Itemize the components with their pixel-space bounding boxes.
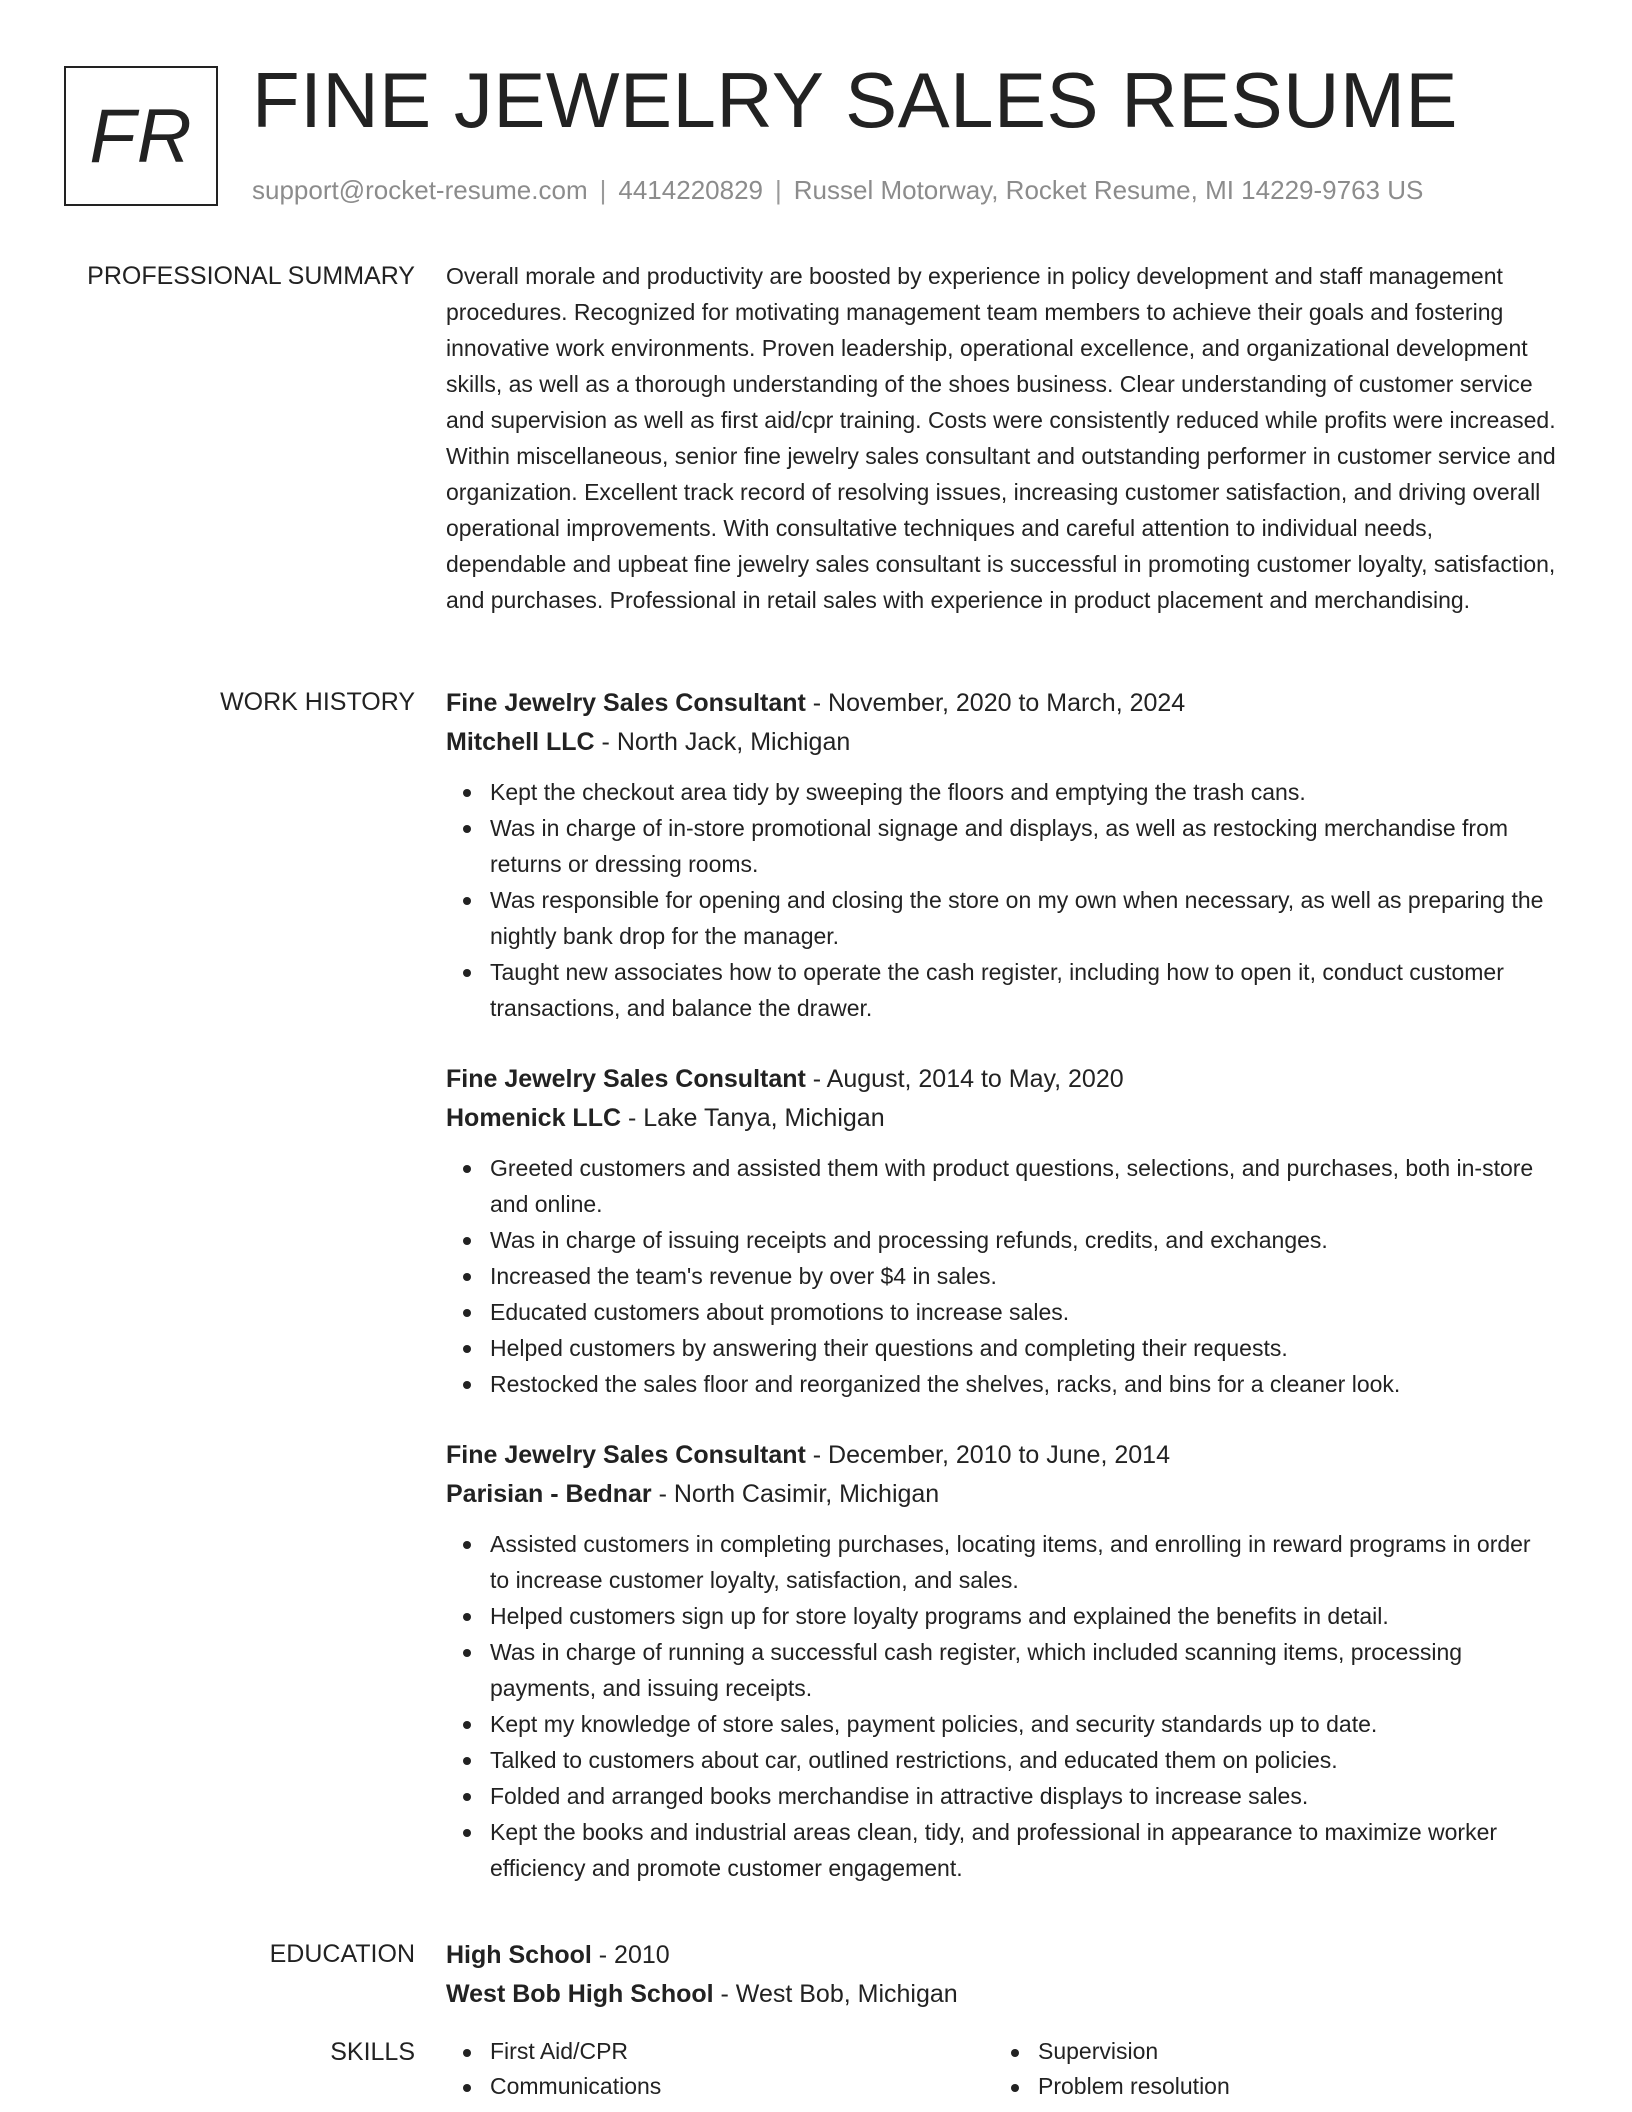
job-entry: [446, 1060, 1556, 1402]
job-bullet: Talked to customers about car, outlined restrictions, and educated them on policies.: [490, 1742, 1556, 1778]
job-company-line: [446, 723, 1556, 762]
job-title-line: [446, 684, 1556, 723]
job-title: Fine Jewelry Sales Consultant: [446, 1065, 806, 1093]
job-title: Fine Jewelry Sales Consultant: [446, 689, 806, 717]
contact-address: Russel Motorway, Rocket Resume, MI 14229-9763 US: [793, 175, 1424, 205]
job-bullet: Was in charge of running a successful cash register, which included scanning items, processing payments, and issuing receipts.: [490, 1634, 1556, 1706]
education-school: West Bob High School: [446, 1980, 714, 2008]
skill-item: Problem resolution: [1038, 2069, 1586, 2104]
contact-separator: |: [775, 175, 782, 205]
job-bullet: Restocked the sales floor and reorganized the shelves, racks, and bins for a cleaner look.: [490, 1366, 1556, 1402]
skill-item: First Aid/CPR: [490, 2034, 1038, 2069]
job-bullet-list: [446, 1150, 1556, 1402]
job-dates: - August, 2014 to May, 2020: [805, 1065, 1124, 1093]
job-dates: - December, 2010 to June, 2014: [805, 1441, 1170, 1469]
section-heading-summary: PROFESSIONAL SUMMARY: [87, 262, 415, 290]
summary-text: Overall morale and productivity are boosted by experience in policy development and staff management procedures. Recognized for motivating management team members to achieve their goals and fostering innovative work environments. Proven leadership, operational excellence, and organizational development skills, as well as a thorough understanding of the shoes business. Clear understanding of customer service and supervision as well as first aid/cpr training. Costs were consistently reduced while profits were increased. Within miscellaneous, senior fine jewelry sales consultant and outstanding performer in customer service and organization. Excellent track record of resolving issues, increasing customer satisfaction, and driving overall operational improvements. With consultative techniques and careful attention to individual needs, dependable and upbeat fine jewelry sales consultant is successful in promoting customer loyalty, satisfaction, and purchases. Professional in retail sales with experience in product placement and merchandising.: [446, 263, 1556, 613]
job-company: Homenick LLC: [446, 1104, 622, 1132]
job-company-line: [446, 1475, 1556, 1514]
education-degree-line: [446, 1936, 1556, 1975]
job-bullet: Helped customers sign up for store loyalty programs and explained the benefits in detail.: [490, 1598, 1556, 1634]
job-bullet: Was in charge of in-store promotional signage and displays, as well as restocking merchandise from returns or dressing rooms.: [490, 810, 1556, 882]
job-bullet: Educated customers about promotions to increase sales.: [490, 1294, 1556, 1330]
skill-item: Communications: [490, 2069, 1038, 2104]
job-bullet: Helped customers by answering their questions and completing their requests.: [490, 1330, 1556, 1366]
education-degree: High School: [446, 1941, 592, 1969]
contact-separator: |: [599, 175, 607, 205]
job-title-line: [446, 1060, 1556, 1099]
skills-list: [446, 2034, 1556, 2104]
job-bullet: Kept the checkout area tidy by sweeping the floors and emptying the trash cans.: [490, 774, 1556, 810]
work-history-body: [446, 684, 1556, 1920]
job-entry: [446, 1436, 1556, 1886]
contact-email: support@rocket-resume.com: [252, 175, 588, 205]
job-company: Parisian - Bednar: [446, 1480, 652, 1508]
job-bullet-list: [446, 774, 1556, 1026]
job-location: - Lake Tanya, Michigan: [621, 1104, 885, 1132]
skills-body: [446, 2034, 1556, 2104]
job-company: Mitchell LLC: [446, 728, 595, 756]
job-bullet: Was responsible for opening and closing the store on my own when necessary, as well as preparing the nightly bank drop for the manager.: [490, 882, 1556, 954]
education-year: - 2010: [591, 1941, 670, 1969]
job-bullet: Greeted customers and assisted them with product questions, selections, and purchases, both in-store and online.: [490, 1150, 1556, 1222]
monogram-logo: FR: [64, 66, 218, 206]
job-entry: [446, 684, 1556, 1026]
summary-body: [446, 258, 1556, 618]
job-bullet: Kept the books and industrial areas clean, tidy, and professional in appearance to maximize worker efficiency and promote customer engagement.: [490, 1814, 1556, 1886]
job-title-line: [446, 1436, 1556, 1475]
job-bullet: Was in charge of issuing receipts and processing refunds, credits, and exchanges.: [490, 1222, 1556, 1258]
job-bullet-list: [446, 1526, 1556, 1886]
job-location: - North Casimir, Michigan: [651, 1480, 940, 1508]
section-heading-work-history: WORK HISTORY: [220, 688, 415, 716]
education-school-line: [446, 1975, 1556, 2014]
education-body: [446, 1936, 1556, 2014]
education-location: - West Bob, Michigan: [713, 1980, 958, 2008]
section-heading-skills: SKILLS: [330, 2038, 415, 2066]
skill-item: Supervision: [1038, 2034, 1586, 2069]
job-title: Fine Jewelry Sales Consultant: [446, 1441, 806, 1469]
job-bullet: Assisted customers in completing purchases, locating items, and enrolling in reward programs in order to increase customer loyalty, satisfaction, and sales.: [490, 1526, 1556, 1598]
job-dates: - November, 2020 to March, 2024: [805, 689, 1186, 717]
job-bullet: Increased the team's revenue by over $4 in sales.: [490, 1258, 1556, 1294]
job-bullet: Taught new associates how to operate the cash register, including how to open it, conduct customer transactions, and balance the drawer.: [490, 954, 1556, 1026]
job-company-line: [446, 1099, 1556, 1138]
section-heading-education: EDUCATION: [269, 1940, 415, 1968]
contact-phone: 4414220829: [618, 175, 763, 205]
contact-line: [252, 172, 1423, 208]
job-bullet: Folded and arranged books merchandise in attractive displays to increase sales.: [490, 1778, 1556, 1814]
job-location: - North Jack, Michigan: [594, 728, 851, 756]
resume-title: FINE JEWELRY SALES RESUME: [252, 56, 1458, 144]
job-bullet: Kept my knowledge of store sales, payment policies, and security standards up to date.: [490, 1706, 1556, 1742]
